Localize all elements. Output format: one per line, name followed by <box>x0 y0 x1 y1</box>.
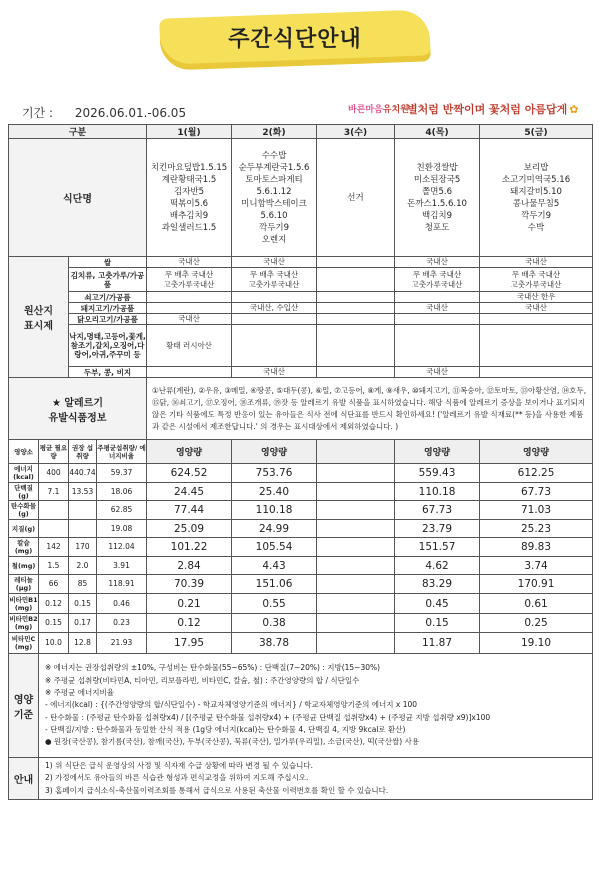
origin-value: 국내산 <box>395 367 480 378</box>
origin-value <box>317 314 395 325</box>
nutrient-week: 18.06 <box>97 483 147 501</box>
nutrient-rec: 85 <box>69 575 97 594</box>
nutrient-name: 레티놀(μg) <box>9 575 39 594</box>
origin-value <box>232 314 317 325</box>
nutrient-value: 25.09 <box>147 520 232 538</box>
nutrient-value: 110.18 <box>395 483 480 501</box>
nutrient-avg <box>39 520 69 538</box>
origin-row <box>9 303 593 314</box>
nutrition-row <box>9 464 593 483</box>
origin-value <box>317 325 395 367</box>
standard-line: ※ 주평균 에너지비율 <box>45 688 115 698</box>
allergy-row <box>9 378 593 440</box>
standard-line: ※ 주평균 섭취량(비타민A, 티아민, 리보플라빈, 비타민C, 칼슘, 철) : 주간영양량의 합 / 식단일수 <box>45 675 360 685</box>
nutrient-value <box>317 557 395 575</box>
origin-value <box>395 292 480 303</box>
menu-cell: 보리밥 소고기미역국5.16 돼지갈비5.10 콩나물무침5 깍두기9 수박 <box>480 139 593 257</box>
nutrient-value: 0.61 <box>480 594 593 614</box>
nutrient-value: 0.25 <box>480 614 593 633</box>
nutrient-value: 0.55 <box>232 594 317 614</box>
nutrient-week: 0.23 <box>97 614 147 633</box>
kindergarten-logo <box>348 102 409 115</box>
nutrition-row <box>9 483 593 501</box>
nutrient-value: 11.87 <box>395 633 480 654</box>
nutrient-value <box>317 538 395 557</box>
origin-value: 국내산 <box>480 257 593 268</box>
nutrient-value <box>317 520 395 538</box>
nutrient-avg: 66 <box>39 575 69 594</box>
nutrition-header-week: 주평균섭취량/ 에너지비율 <box>97 440 147 464</box>
standard-row <box>9 654 593 758</box>
standard-line: ● 원장(국산콩), 참기름(국산), 참깨(국산), 두부(국산콩), 묵류(국산), 밀가루(우리밀), 소금(국산), 떡(국산쌀) 사용 <box>45 737 420 747</box>
origin-row <box>9 314 593 325</box>
nutrient-value: 101.22 <box>147 538 232 557</box>
header-day: 1(월) <box>147 125 232 139</box>
nutrient-value: 38.78 <box>232 633 317 654</box>
nutrient-value: 71.03 <box>480 501 593 520</box>
origin-value: 국내산 <box>232 257 317 268</box>
origin-value <box>480 325 593 367</box>
nutrition-row <box>9 557 593 575</box>
nutrient-name: 비타민C (mg) <box>9 633 39 654</box>
origin-item: 쌀 <box>69 257 147 268</box>
origin-item: 닭오리고기/가공품 <box>69 314 147 325</box>
nutrient-rec: 13.53 <box>69 483 97 501</box>
menu-row <box>9 139 593 257</box>
nutrition-row <box>9 501 593 520</box>
nutrient-value <box>317 501 395 520</box>
nutrient-value: 25.23 <box>480 520 593 538</box>
nutrient-value: 4.43 <box>232 557 317 575</box>
standard-line: - 에너지(kcal) : {(주간영양량의 합/식단일수) - 학교자체영양기준의 에너지} / 학교자체영양기준의 에너지 x 100 <box>45 700 418 710</box>
nutrient-value: 25.40 <box>232 483 317 501</box>
nutrient-name: 단백질(g) <box>9 483 39 501</box>
nutrition-header-col: 영양량 <box>147 440 232 464</box>
nutrient-week: 118.91 <box>97 575 147 594</box>
menu-label: 식단명 <box>9 139 147 257</box>
nutrient-value: 67.73 <box>395 501 480 520</box>
origin-label: 원산지 표시제 <box>9 257 69 378</box>
origin-row <box>9 268 593 292</box>
nutrient-avg: 0.15 <box>39 614 69 633</box>
nutrient-week: 21.93 <box>97 633 147 654</box>
origin-value: 무 배추 국내산 고춧가루국내산 <box>147 268 232 292</box>
origin-row <box>9 257 593 268</box>
menu-cell: 수수밥 순두부계란국1.5.6 토마토스파게티 5.6.1.12 미니함박스테이크 5.6.10 깍두기9 오렌지 <box>232 139 317 257</box>
guide-line: 3) 홈페이지 급식소식-축산물이력조회를 통해서 급식으로 사용된 축산물 이력번호를 확인 할 수 있습니다. <box>45 785 389 795</box>
nutrient-value <box>317 575 395 594</box>
nutrient-avg: 142 <box>39 538 69 557</box>
nutrient-name: 에너지 (kcal) <box>9 464 39 483</box>
origin-item: 김치류, 고춧가루/가공품 <box>69 268 147 292</box>
header-category: 구분 <box>9 125 147 139</box>
header-row <box>9 125 593 139</box>
origin-value: 국내산 <box>147 257 232 268</box>
nutrition-row <box>9 614 593 633</box>
nutrient-value: 24.45 <box>147 483 232 501</box>
period <box>22 104 186 121</box>
nutrient-rec: 440.74 <box>69 464 97 483</box>
origin-value <box>147 292 232 303</box>
nutrition-row <box>9 538 593 557</box>
nutrient-week: 0.46 <box>97 594 147 614</box>
menu-cell: 선거 <box>317 139 395 257</box>
nutrient-value <box>317 594 395 614</box>
nutrient-avg: 7.1 <box>39 483 69 501</box>
nutrient-rec <box>69 501 97 520</box>
flower-icon: ✿ <box>569 103 579 116</box>
origin-value <box>232 325 317 367</box>
nutrient-value <box>317 633 395 654</box>
guide-label: 안내 <box>9 758 39 800</box>
slogan-text: 별처럼 반짝이며 꽃처럼 아름답게 <box>407 103 568 116</box>
menu-cell: 치킨마요덮밥1.5.15 계란황태국1.5 김자반5 떡볶이5.6 배추김치9 과일샐러드1.5 <box>147 139 232 257</box>
nutrient-rec <box>69 520 97 538</box>
nutrient-value: 0.15 <box>395 614 480 633</box>
origin-value: 무 배추 국내산 고춧가루국내산 <box>232 268 317 292</box>
nutrient-name: 지질(g) <box>9 520 39 538</box>
nutrient-value: 0.12 <box>147 614 232 633</box>
nutrient-value <box>317 483 395 501</box>
guide-notes <box>39 758 593 800</box>
origin-value: 무 배추 국내산 고춧가루국내산 <box>395 268 480 292</box>
nutrient-value: 0.21 <box>147 594 232 614</box>
nutrient-avg: 10.0 <box>39 633 69 654</box>
nutrient-avg <box>39 501 69 520</box>
standard-label: 영양 기준 <box>9 654 39 758</box>
logo-text-a: 바른마음 <box>348 105 383 115</box>
nutrient-value: 151.06 <box>232 575 317 594</box>
origin-value: 국내산 <box>232 367 317 378</box>
nutrition-header-col: 영양량 <box>232 440 317 464</box>
nutrient-name: 비타민B2 (mg) <box>9 615 38 631</box>
origin-value: 국내산 한우 <box>480 292 593 303</box>
origin-value <box>317 292 395 303</box>
origin-value: 국내산, 수입산 <box>232 303 317 314</box>
nutrition-header-name: 영양소 <box>9 440 39 464</box>
origin-value <box>317 257 395 268</box>
nutrition-header-col <box>317 440 395 464</box>
allergy-text: ①난류(계란), ②우유, ③메밀, ④땅콩, ⑤대두(콩), ⑥밀, ⑦고등어, ⑧게, ⑨새우, ⑩돼지고기, ⑪복숭아, ⑫토마토, ⑬아황산염, ⑭호두, ⑮닭, ⑯쇠고기, ⑰오징어, ⑱조개류, ⑲잣 등 알레르기 유발 식품을 표시하였습니다. 해당 식품에 알레르기 증상을 보이거나 표기되지 않은 기타 식품에도 특정 반응이 있는 유아들은 식사 전에 식단표를 반드시 확인하세요! ('알레르기 유발 식재료(** 등)을 사용한 제품과 같은 시설에서 제조한답니다.' 의 경우는 표시대상에서 제외하였습니다. ) <box>147 378 593 440</box>
nutrient-rec: 170 <box>69 538 97 557</box>
origin-item: 낙지,명태,고등어,꽃게,참조기,갈치,오징어,다랑어,아귀,주꾸미 등 <box>69 325 147 367</box>
nutrient-value: 170.91 <box>480 575 593 594</box>
nutrient-value: 559.43 <box>395 464 480 483</box>
origin-value: 황태 러시아산 <box>147 325 232 367</box>
nutrient-rec: 0.15 <box>69 594 97 614</box>
origin-value <box>317 367 395 378</box>
logo-text-b: 유치원 <box>382 105 409 115</box>
nutrient-value: 24.99 <box>232 520 317 538</box>
guide-row <box>9 758 593 800</box>
nutrient-avg: 0.12 <box>39 594 69 614</box>
nutrient-week: 62.85 <box>97 501 147 520</box>
nutrient-week: 3.91 <box>97 557 147 575</box>
nutrient-value: 77.44 <box>147 501 232 520</box>
nutrient-value: 70.39 <box>147 575 232 594</box>
nutrient-value: 151.57 <box>395 538 480 557</box>
origin-row <box>9 292 593 303</box>
allergy-label: ★ 알레르기 유발식품정보 <box>9 378 147 440</box>
origin-value <box>395 314 480 325</box>
origin-value: 국내산 <box>395 303 480 314</box>
nutrient-avg: 1.5 <box>39 557 69 575</box>
header-day: 3(수) <box>317 125 395 139</box>
nutrient-value: 0.38 <box>232 614 317 633</box>
nutrient-value: 4.62 <box>395 557 480 575</box>
nutrition-row <box>9 633 593 654</box>
guide-line: 1) 위 식단은 급식 운영상의 사정 및 식자재 수급 상황에 따라 변경 될 수 있습니다. <box>45 761 314 771</box>
origin-value: 국내산 <box>480 303 593 314</box>
origin-value <box>147 303 232 314</box>
nutrient-avg: 400 <box>39 464 69 483</box>
nutrient-value: 67.73 <box>480 483 593 501</box>
nutrient-value: 2.84 <box>147 557 232 575</box>
origin-value <box>317 303 395 314</box>
nutrition-header-col: 영양량 <box>395 440 480 464</box>
nutrient-value: 3.74 <box>480 557 593 575</box>
nutrient-rec: 2.0 <box>69 557 97 575</box>
nutrient-name: 철(mg) <box>9 557 39 575</box>
nutrition-header-rec: 권장 섭취량 <box>69 440 97 464</box>
standard-line: - 탄수화물 : (주평균 탄수화물 섭취량x4) / [(주평균 탄수화물 섭취량x4) + (주평균 단백질 섭취량x4) + (주평균 지방 섭취량 x9)]x100 <box>45 712 491 722</box>
nutrient-value <box>317 464 395 483</box>
nutrition-row <box>9 594 593 614</box>
menu-cell: 친환경쌀밥 미소된장국5 쫄면5.6 돈까스1.5.6.10 백김치9 청포도 <box>395 139 480 257</box>
header-day: 4(목) <box>395 125 480 139</box>
slogan <box>407 101 578 117</box>
nutrition-row <box>9 520 593 538</box>
nutrient-value: 17.95 <box>147 633 232 654</box>
origin-row <box>9 325 593 367</box>
origin-value: 국내산 <box>147 314 232 325</box>
origin-value <box>395 325 480 367</box>
header-day: 5(금) <box>480 125 593 139</box>
nutrient-value <box>317 614 395 633</box>
origin-item: 돼지고기/가공품 <box>69 303 147 314</box>
nutrient-week: 59.37 <box>97 464 147 483</box>
guide-line: 2) 가정에서도 유아들의 바른 식습관 형성과 편식교정을 위하여 지도해 주십시오. <box>45 773 309 783</box>
nutrition-header-avg: 평균 필요량 <box>39 440 69 464</box>
origin-value <box>480 314 593 325</box>
nutrient-value: 19.10 <box>480 633 593 654</box>
nutrition-row <box>9 575 593 594</box>
origin-value <box>480 367 593 378</box>
nutrient-value: 89.83 <box>480 538 593 557</box>
origin-value: 국내산 <box>395 257 480 268</box>
menu-table <box>8 124 593 800</box>
nutrient-rec: 12.8 <box>69 633 97 654</box>
origin-row <box>9 367 593 378</box>
origin-value: 무 배추 국내산 고춧가루국내산 <box>480 268 593 292</box>
standard-line: ※ 에너지는 권장섭취량의 ±10%, 구성비는 탄수화물(55~65%) : 단백질(7~20%) : 지방(15~30%) <box>45 663 381 673</box>
origin-value <box>232 292 317 303</box>
origin-item: 쇠고기/가공품 <box>69 292 147 303</box>
nutrient-rec: 0.17 <box>69 614 97 633</box>
period-label: 기간 : <box>22 106 54 120</box>
origin-value <box>317 268 395 292</box>
title-banner <box>160 10 430 68</box>
header-day: 2(화) <box>232 125 317 139</box>
nutrient-week: 19.08 <box>97 520 147 538</box>
nutrient-name: 칼슘(mg) <box>9 538 39 557</box>
nutrient-name: 비타민B1 (mg) <box>9 595 38 612</box>
nutrition-header-col: 영양량 <box>480 440 593 464</box>
nutrient-value: 0.45 <box>395 594 480 614</box>
nutrient-value: 83.29 <box>395 575 480 594</box>
origin-item: 두부, 콩, 비지 <box>69 367 147 378</box>
origin-value <box>147 367 232 378</box>
nutrient-value: 624.52 <box>147 464 232 483</box>
nutrient-value: 105.54 <box>232 538 317 557</box>
nutrient-name: 탄수화물 (g) <box>9 501 39 520</box>
standard-notes <box>39 654 593 758</box>
nutrient-value: 612.25 <box>480 464 593 483</box>
page-title: 주간식단안내 <box>228 27 362 52</box>
standard-line: - 단백질/지방 : 탄수화물과 동일한 산식 적용 (1g당 에너지(kcal)는 탄수화물 4, 단백질 4, 지방 9kcal로 환산) <box>45 724 406 734</box>
nutrition-header-row <box>9 440 593 464</box>
nutrient-value: 753.76 <box>232 464 317 483</box>
period-value: 2026.06.01.-06.05 <box>74 106 187 120</box>
nutrient-value: 110.18 <box>232 501 317 520</box>
nutrient-value: 23.79 <box>395 520 480 538</box>
nutrient-week: 112.04 <box>97 538 147 557</box>
